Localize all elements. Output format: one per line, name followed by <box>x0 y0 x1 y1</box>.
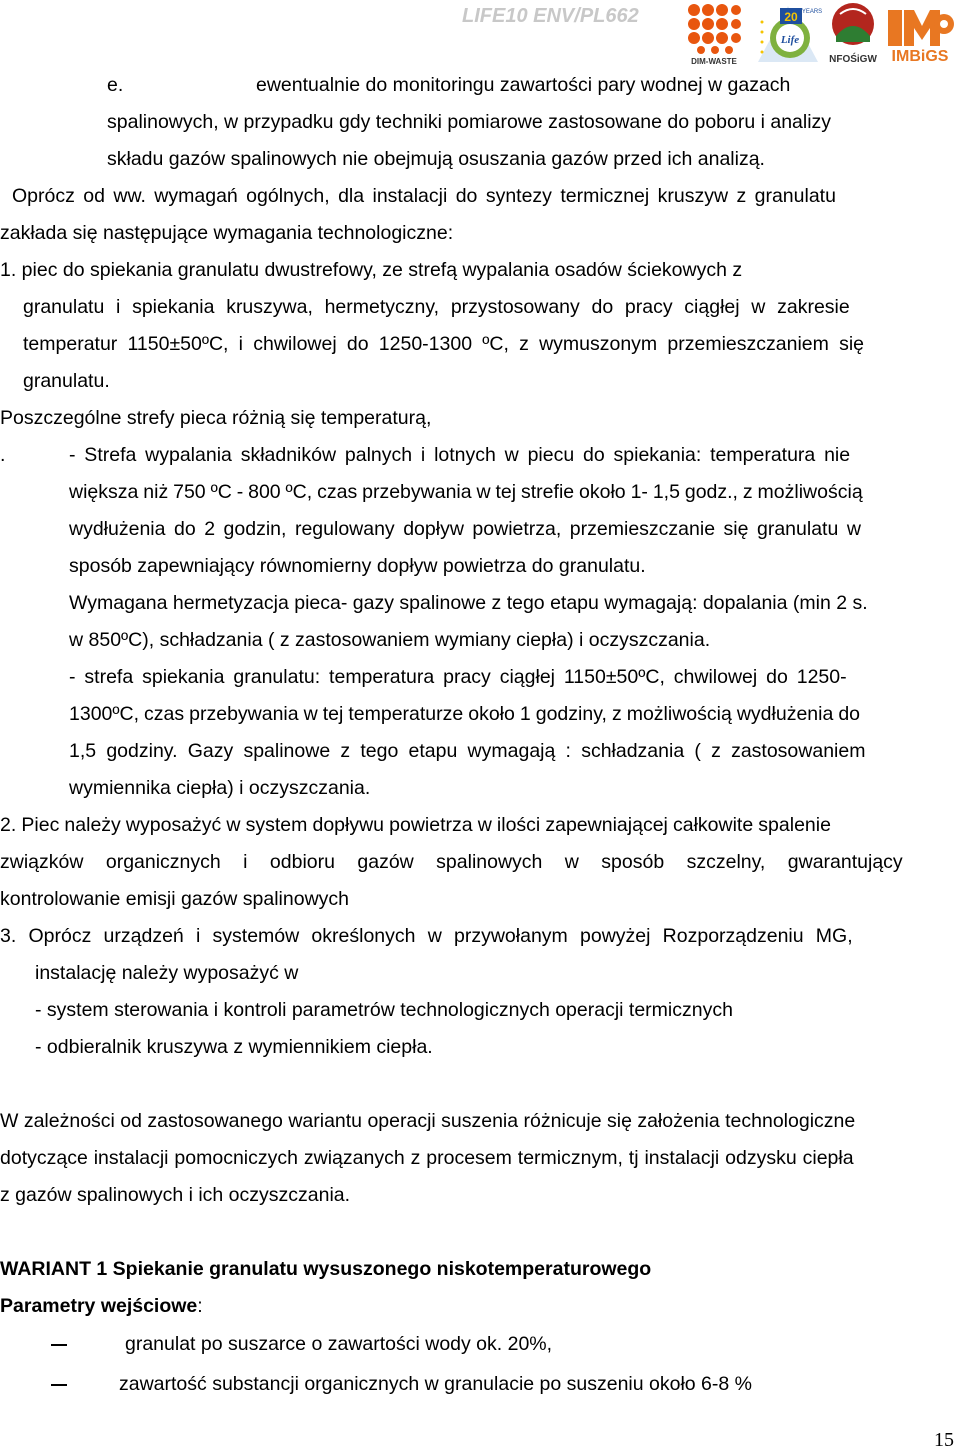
point-1-line-2: granulatu i spiekania kruszywa, hermetyczny, przystosowany do pracy ciągłej w zakresie <box>23 296 850 318</box>
zone-2-line-1: - strefa spiekania granulatu: temperatura pracy ciągłej 1150±50ºC, chwilowej do 1250- <box>69 666 847 688</box>
dim-waste-logo <box>686 2 742 68</box>
point-1-line-4: granulatu. <box>23 370 110 392</box>
intro-line-1 <box>12 184 956 208</box>
svg-text:20: 20 <box>784 10 798 24</box>
point-2-line-2: związków organicznych i odbioru gazów spalinowych w sposób szczelny, gwarantujący <box>0 851 903 873</box>
point-2-line-3: kontrolowanie emisji gazów spalinowych <box>0 888 350 910</box>
life-20-years-logo <box>754 2 822 66</box>
item-e-line-1: ewentualnie do monitoringu zawartości pary wodnej w gazach <box>256 74 791 96</box>
svg-text:Life: Life <box>780 34 800 46</box>
point-3-line-1: 3. Oprócz urządzeń i systemów określonych w przywołanym powyżej Rozporządzeniu MG, <box>0 925 853 947</box>
zone-2-line-2: 1300ºC, czas przebywania w tej temperaturze około 1 godziny, z możliwością wydłużenia do <box>69 703 861 725</box>
point-3-line-3: - system sterowania i kontroli parametrów technologicznych operacji termicznych <box>35 999 733 1021</box>
zone-1-line-2: większa niż 750 ºC - 800 ºC, czas przebywania w tej strefie około 1- 1,5 godz., z możliwością <box>69 481 863 503</box>
zone-1-line-1: - Strefa wypalania składników palnych i lotnych w piecu do spiekania: temperatura nie <box>69 444 851 466</box>
zone-1-line-3: wydłużenia do 2 godzin, regulowany dopływ powietrza, przemieszczanie się granulatu w <box>69 518 861 540</box>
svg-text:YEARS: YEARS <box>801 9 822 15</box>
bullet-dash-2 <box>51 1384 67 1386</box>
bullet-dash-1 <box>51 1344 67 1346</box>
point-3-line-4: - odbieralnik kruszywa z wymiennikiem ciepła. <box>35 1036 433 1058</box>
point-1-line-1: 1. piec do spiekania granulatu dwustrefowy, ze strefą wypalania osadów ściekowych z <box>0 259 743 281</box>
intro-line-2: zakłada się następujące wymagania technologiczne: <box>0 222 454 244</box>
point-2-line-1: 2. Piec należy wyposażyć w system dopływu powietrza w ilości zapewniającej całkowite spalenie <box>0 814 831 836</box>
variant-1-params-colon: : <box>197 1295 203 1317</box>
zone-1-line-5: Wymagana hermetyzacja pieca- gazy spalinowe z tego etapu wymagają: dopalania (min 2 s. <box>69 592 868 614</box>
item-e-line-2: spalinowych, w przypadku gdy techniki pomiarowe zastosowane do poboru i analizy <box>107 111 832 133</box>
page-number: 15 <box>934 1429 954 1451</box>
dim-waste-logo-text: DIM-WASTE <box>691 57 737 66</box>
item-e-marker: e. <box>107 74 124 96</box>
variant-1-params <box>0 1294 203 1318</box>
bullet-item-2: zawartość substancji organicznych w granulacie po suszeniu około 6-8 % <box>119 1373 752 1395</box>
project-code: LIFE10 ENV/PL662 <box>462 5 639 27</box>
intro-line-1-text: Oprócz od ww. wymagań ogólnych, dla instalacji do syntezy termicznej kruszyw z granulatu <box>12 185 836 207</box>
zone-1-marker: . <box>0 444 6 466</box>
imbigs-logo-text: IMBiGS <box>891 48 949 65</box>
variant-1-title: WARIANT 1 Spiekanie granulatu wysuszonego niskotemperaturowego <box>0 1258 652 1280</box>
point-1-line-3: temperatur 1150±50ºC, i chwilowej do 1250-1300 ºC, z wymuszonym przemieszczaniem się <box>23 333 865 355</box>
imbigs-logo <box>884 4 956 68</box>
point-3-line-2: instalację należy wyposażyć w <box>35 962 299 984</box>
zone-1-line-6: w 850ºC), schładzania ( z zastosowaniem wymiany ciepła) i oczyszczania. <box>69 629 711 651</box>
zone-2-line-3: 1,5 godziny. Gazy spalinowe z tego etapu wymagają : schładzania ( z zastosowaniem <box>69 740 866 762</box>
bullet-item-1: granulat po suszarce o zawartości wody ok. 20%, <box>125 1333 553 1355</box>
variant-para-line-3: z gazów spalinowych i ich oczyszczania. <box>0 1184 351 1206</box>
zone-2-line-4: wymiennika ciepła) i oczyszczania. <box>69 777 371 799</box>
zones-intro: Poszczególne strefy pieca różnią się temperaturą, <box>0 407 432 429</box>
item-e-line-3: składu gazów spalinowych nie obejmują osuszania gazów przed ich analizą. <box>107 148 765 170</box>
nfosigw-logo-text: NFOŚiGW <box>829 54 877 65</box>
variant-para-line-1: W zależności od zastosowanego wariantu operacji suszenia różnicuje się założenia technologiczne <box>0 1110 856 1132</box>
variant-1-params-label: Parametry wejściowe <box>0 1295 198 1317</box>
variant-para-line-2: dotyczące instalacji pomocniczych związanych z procesem termicznym, tj instalacji odzysku ciepła <box>0 1147 854 1169</box>
zone-1-line-4: sposób zapewniający równomierny dopływ powietrza do granulatu. <box>69 555 646 577</box>
nfosigw-logo <box>830 2 876 68</box>
